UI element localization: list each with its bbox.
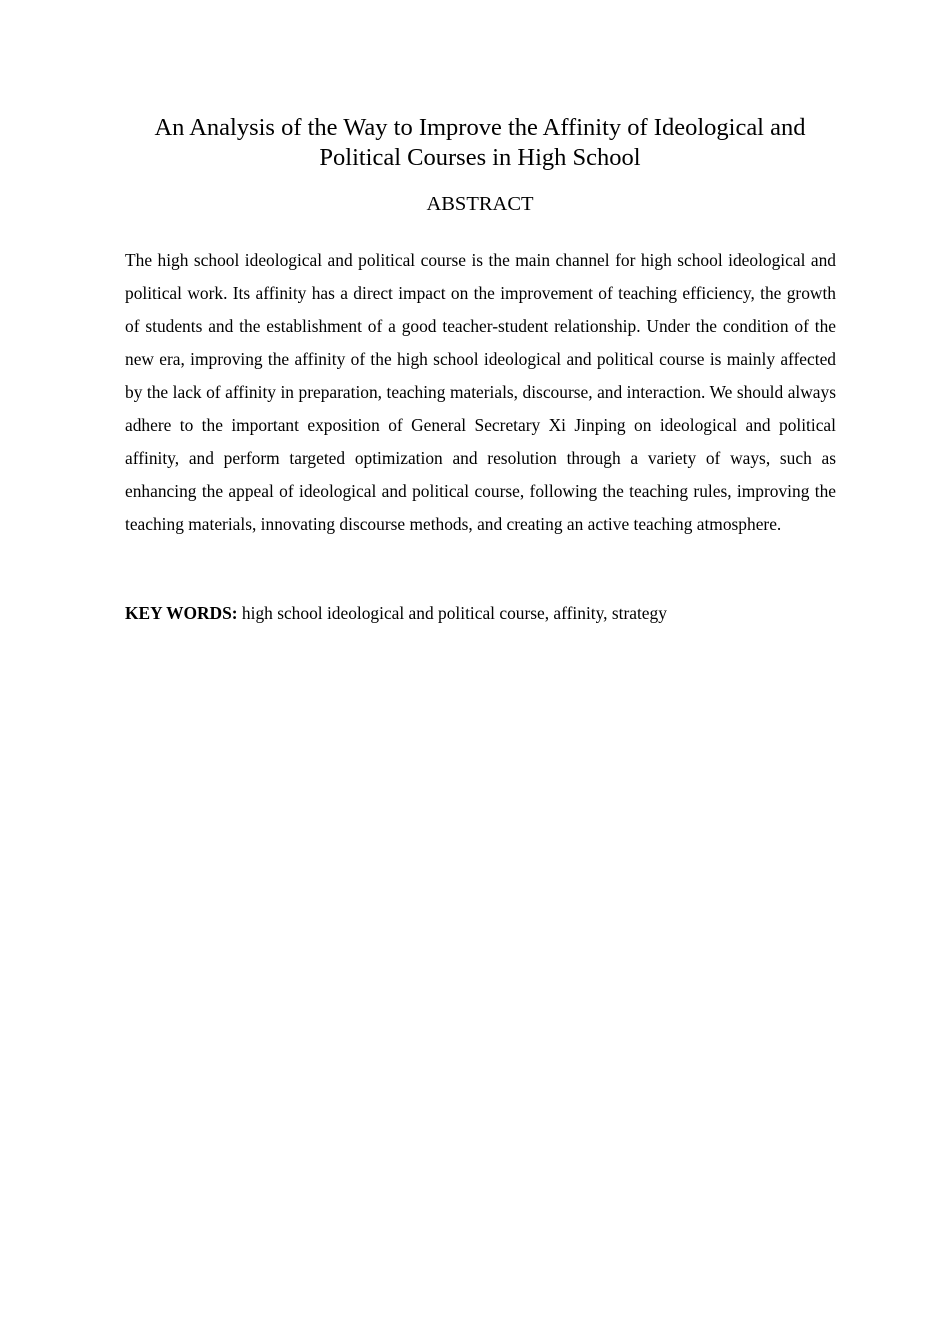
abstract-body: The high school ideological and political course is the main channel for high school ideological and political work. Its affinity has a direct impact on the improvement of teaching efficiency, the growth of students and the establishment of a good teacher-student relationship. Under the condition of the new era, improving the affinity of the high school ideological and political course is mainly affected by the lack of affinity in preparation, teaching materials, discourse, and interaction. We should always adhere to the important exposition of General Secretary Xi Jinping on ideological and political affinity, and perform targeted optimization and resolution through a variety of ways, such as enhancing the appeal of ideological and political course, following the teaching rules, improving the teaching materials, innovating discourse methods, and creating an active teaching atmosphere. (125, 250, 836, 534)
keywords-line (125, 597, 836, 630)
abstract-heading: ABSTRACT (426, 193, 534, 215)
keywords-text: high school ideological and political course, affinity, strategy (237, 603, 667, 623)
paper-title (110, 113, 850, 173)
paper-title-line-2: Political Courses in High School (319, 144, 641, 171)
keywords-label: KEY WORDS: (125, 603, 238, 623)
paper-title-line-1: An Analysis of the Way to Improve the Affinity of Ideological and (154, 114, 806, 141)
